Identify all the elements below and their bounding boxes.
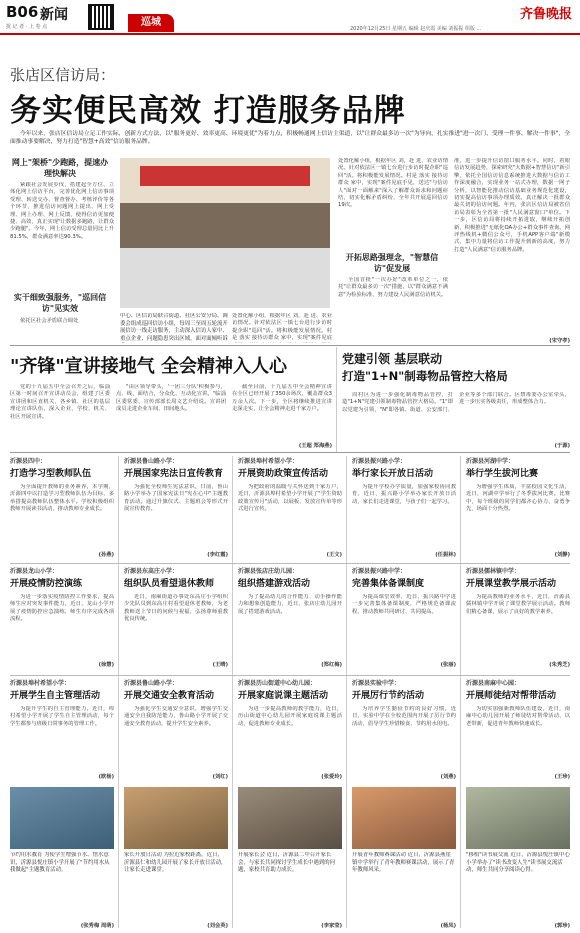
grid-divider (460, 456, 461, 928)
news-item (124, 456, 228, 562)
news-item-body: 为了提高幼儿的合作能力、动手操作能力和想象创造能力，近日，张店庄幼儿园开展了搭建游戏活动。 (238, 594, 342, 615)
header-rule (0, 33, 580, 35)
news-item-body: 为切实加强新教师队伍建设，近日，南麻中心幼儿园开展了师徒结对帮带活动，以老带新，促进青年教师快速成长。 (466, 706, 570, 727)
news-item-title: 开展交通安全教育活动 (124, 691, 215, 701)
news-item-body: 为提高教师的业务水平，近日，沂源县儒林镇中学开展了课堂教学展示活动。教师们精心备课，展示了良好的教学素养。 (466, 594, 570, 615)
news-photo-caption: "移植"读书展交流 近日，沂源县悦庄镇中心小学举办了"读书改变人生"读书展交流活动，师生共同分享阅读心得。 (466, 852, 570, 874)
grid-divider (232, 456, 233, 928)
news-item-title: 开展国家宪法日宣传教育 (124, 469, 224, 479)
news-item-byline: (王晴) (212, 662, 228, 668)
news-photo (352, 787, 456, 849)
news-item-title: 完善集体备课制度 (352, 579, 425, 589)
brand-logo: 齐鲁晚报 (520, 7, 573, 22)
news-item-body: 为进一步提高教师的教学能力，近日，历山街道中心幼儿园开展家庭说课主题活动，促进教师专业成长。 (238, 706, 342, 727)
news-item-body: 为全面提升教师的业务素养，本学期，沂源四中以打造学习型教师队伍为目标，多举措提高教师队伍整体水平。学校积极组织教师开展读书活动，推动教师专业成长。 (10, 484, 114, 513)
news-item-title: 举行家长开放日活动 (352, 469, 434, 479)
news-photo (124, 787, 228, 849)
news-item-source: 沂源县实验中学： (352, 680, 401, 687)
news-item-body: 近日，南麻街道办事处东高庄小学组织少先队员到东高庄村看望退休老教师，为老教师送上节日的问候与祝福，弘扬尊师重教优良传统。 (124, 594, 228, 623)
main-col-3: 处置化解小组，根据年区 刘，赴 进、农业访情况。针对依法区一镇七台进行步访时提企职"巡回"活。将积极能发展情况。村是 落实 接待访群众 家中，实现"案件见底手见，送达"与信访人"面对一面解来"深入了解群众诉求和问题症结，切实化解矛盾纠纷，全年共开展巡回信访19次。 (338, 158, 448, 209)
news-item-title: 开展家庭说课主题活动 (238, 691, 329, 701)
news-item-title: 开展学生自主管理活动 (10, 691, 101, 701)
news-photo-byline: (张秀梅 周萌) (80, 923, 114, 929)
news-photo (466, 787, 570, 849)
news-item-body: 为进一步落实疫情防控工作要求，提高师生应对突发事件能力，近日，龙山小学开展了疫情防控应急演练，师生有序完成各项流程。 (10, 594, 114, 623)
news-item-byline: (王珍) (554, 774, 570, 780)
news-photo (10, 787, 114, 849)
news-item-source: 沂源县龙山小学： (10, 568, 59, 575)
news-photo-byline: (刘会英) (207, 923, 228, 929)
news-photo-caption: 开展家长会 近日，沂源县二中召开家长会，与家长共同探讨学生成长中遇到的问题，家校共育助力成长。 (238, 852, 336, 874)
news-item-body: 为提升学生的自主管理能力，近日，埠村希望小学开展了学生自主管理活动，每个学生都参与班级日常事务的管理工作。 (10, 706, 114, 727)
story3-body: 周村区为进一步强化制毒物品管控，打造"1+N"党建引领制毒物品管控大格局。"1"即以党建为引领，"N"即各镇、街道、公安部门、企业等多个部门联合。区禁毒委办公室牵头，进一步压实各级责任，形成整体合力。 (342, 392, 570, 413)
grid-divider (118, 456, 119, 928)
news-item-byline: (张爱玲) (321, 774, 342, 780)
news-photo-caption: 节约用水教育 为使学生增强节水、惜水意识，沂源县悦庄镇小学开展了"节约用水从我做起"主题教育活动。 (10, 852, 110, 874)
news-item-source: 沂源县南麻中心园： (466, 680, 521, 687)
news-item-source: 沂源县鲁山路小学： (124, 458, 179, 465)
divider-1 (10, 345, 570, 346)
news-item-byline: (刘静) (554, 552, 570, 558)
news-item-source: 沂源县振兴路中学： (352, 568, 407, 575)
news-item (238, 456, 342, 562)
news-item-source: 沂源县河湖中学： (466, 458, 515, 465)
news-item (10, 678, 114, 784)
news-item-source: 沂源县振兴路小学： (352, 458, 407, 465)
news-item-source: 沂源县儒林镇中学： (466, 568, 521, 575)
news-item-byline: (欧杨) (98, 774, 114, 780)
news-item-source: 沂源县埠村希望小学： (238, 458, 299, 465)
news-item (238, 566, 342, 672)
news-item (124, 566, 228, 672)
news-item-byline: (刘燕) (440, 774, 456, 780)
sub2-body: 依托区社会矛盾联合调处 (20, 318, 79, 324)
news-item-title: 开展疫情防控演练 (10, 579, 83, 589)
news-item (466, 456, 570, 562)
story2-col1: 党的十九届五中全会召开之后，临淄区第一时间召开宣讲动员会，组建了区委宣讲团和区直机关、各乡镇、社区的基层理论宣讲队伍，深入企业、学校、机关、社区开展宣讲。 (10, 384, 110, 420)
news-item-byline: (朱秀芝) (549, 662, 570, 668)
news-item-title: 开展厉行节约活动 (352, 691, 425, 701)
story2-headline: "齐锋"宣讲接地气 全会精神入人心 (10, 356, 288, 377)
news-item-body: 为强化学生交通安全意识，增强学生交通安全自我防范能力，鲁山路小学开展了交通安全教育活动，提升学生安全素养。 (124, 706, 228, 727)
news-item (352, 566, 456, 672)
news-item-body: 为把政府的温暖与关怀送到千家万户，近日，沂源县埠村希望小学开展了"学生资助政策宣传月"活动，以展板、发放宣传单等形式进行宣传。 (238, 484, 342, 513)
news-item-body: 为提升学校办学质量，加强家校协同教育，近日，振兴路小学举办家长开放日活动，家长们走进课堂，与孩子们一起学习。 (352, 484, 456, 505)
news-item (10, 456, 114, 562)
news-photo-byline: (郭珍) (554, 923, 570, 929)
sub3-title: 开拓思路强理念，"智慧信访"促发展 (345, 253, 439, 273)
news-item (466, 678, 570, 784)
news-item-title: 组织队员看望退休教师 (124, 579, 215, 589)
news-item-byline: (郑红梅) (321, 662, 342, 668)
news-item-title: 组织搭建游戏活动 (238, 579, 311, 589)
news-item (124, 678, 228, 784)
news-item-body: 为提高课堂效率，近日，振兴路中学进一步完善集体备课制度，严格规范备课流程，推动教师共同研讨、共同提高。 (352, 594, 456, 615)
news-item-title: 开展师徒结对帮带活动 (466, 691, 557, 701)
news-photo-caption: 开展青年教师赛课活动 近日，沂源县燕崖镇中学举行了青年教师赛课活动，展示了青年教师风采。 (352, 852, 455, 874)
news-item-source: 沂源县鲁山路小学： (124, 680, 179, 687)
news-item-byline: (李红霞) (207, 552, 228, 558)
news-item-title: 开展课堂教学展示活动 (466, 579, 557, 589)
news-item-body: 为培养学生勤俭节约的良好习惯，近日，实验中学在全校范围内开展了厉行节约活动，倡导学生珍惜粮食、节约用水用电。 (352, 706, 456, 727)
story2-byline: (王超 郑海燕) (298, 443, 332, 449)
news-item-byline: (任振林) (435, 552, 456, 558)
news-photo-byline: (杨凤) (440, 923, 456, 929)
news-item-source: 沂源县东高庄小学： (124, 568, 179, 575)
news-photo-byline: (李家莹) (321, 923, 342, 929)
story3-byline: (于源) (554, 443, 570, 449)
grid-divider (346, 456, 347, 928)
news-item-byline: (刘红) (212, 774, 228, 780)
story3-headline2: 打造"1+N"制毒物品管控大格局 (342, 369, 508, 383)
sub3-body: 全国首批"一次办好"改革单位之一，依托"让群众最多访一次"措施，以"群众满意不满意"为检验标准，努力建设人民满意信访机关。 (338, 277, 448, 298)
main-headline: 务实便民高效 打造服务品牌 (10, 93, 406, 129)
main-lead: 今年以来，张店区信访局立足工作实际，创新方式方法，以"服务更好、效率更高、环境更优"为着力点，积极畅通网上信访主渠道，以"让群众最多访一次"为导向，扎实推进"进一次门、受理一件事、解决一件事"，全面推动事要解决，努力打造"智慧+高效"信访服务品牌。 (10, 131, 570, 145)
story3-headline: 党建引领 基层联动 (342, 352, 443, 366)
main-photo (120, 158, 330, 308)
news-item-source: 沂源县埠村希望小学： (10, 680, 71, 687)
news-item (238, 678, 342, 784)
news-item (352, 456, 456, 562)
main-photo-caption: 中心、区信访局联合街道、社区公安分局、调委会组成巡回信访小组，每周三至周五轮流开展信访一线走访服务，主动深入信访人家中、重点企业、问题隐患突出区域，面对面倾听诉 (120, 313, 228, 342)
news-photo (238, 787, 342, 849)
meta-line: 2020年12月25日 星期五 编辑 赵庆霞 美编 刘振振 组版 ... (350, 26, 482, 32)
news-item-title: 开展资助政策宣传活动 (238, 469, 329, 479)
story2-col3: 截至目前，十九届五中全会精神宣讲在全区已经开展了350余场次，覆盖群众3万余人次。下一步，全区将继续推进宣讲走深走实，让全会精神走进千家万户。 (232, 384, 332, 413)
news-item-title: 举行学生拔河比赛 (466, 469, 539, 479)
page-header (0, 0, 580, 40)
news-photo-caption: 家长开放日活动 为拉近家校距离，近日，沂源县仁和幼儿园开展了家长开放日活动，让家长走进课堂。 (124, 852, 227, 874)
news-item (352, 678, 456, 784)
news-item-source: 沂源县历山街道中心幼儿园： (238, 680, 317, 687)
section-tab (128, 14, 174, 32)
main-col-mid: 处置化解小组，根据年区 刘，赴 进、农业访情况。针对依法区一镇七台进行步访时提企职"巡回"活。将积极能发展情况。村是 落实 接待访群众 家中，实现"案件见底 (232, 313, 332, 342)
main-col-right: 准，进一步提升信访窗口服务水平。同时，着眼信访发展趋势，探索研究"大数据+智慧信访"新引擎，依托全国信访信息系统推进大数据与信访工作深度融合，实现业务一站式办理，数据一网子分析，以智能化推动信访基础业务规范化建设，切实提高信访事项办理质效。真正解决一批群众最关切的信访问题。年内，张店区信访局被省信访局表彰为全省第一批"人民满意窗口"单位。下一步，区信访局将持续开拓进取，继续开拓创新，积极推进"无纸化OA办公+群众事件查询、网评热线机+微信公众号，手机APP客户端"新模式，集中力量将信访工作提升到新的高度，努力打造"人民满意"信访服务品牌。 (454, 158, 570, 253)
news-item (466, 566, 570, 672)
news-item-source: 沂源县四中： (10, 458, 47, 465)
news-item-byline: (徐慧) (98, 662, 114, 668)
news-item (10, 566, 114, 672)
grid-row-divider (10, 563, 570, 564)
grid-row-divider (10, 675, 570, 676)
sub2-title: 实干细致强服务，"巡回信访"见实效 (13, 293, 107, 313)
news-item-body: 为强化全校师生宪法意识，日前，鲁山路小学举办了国家宪法日"宪在心中"主题教育活动。通过升旗仪式、主题班会等形式开展宣传教育。 (124, 484, 228, 513)
news-item-title: 打造学习型教师队伍 (10, 469, 92, 479)
news-item-byline: (王文) (326, 552, 342, 558)
main-kicker: 张店区信访局： (10, 66, 116, 84)
section-name: 新闻 (40, 7, 68, 23)
news-item-source: 沂源县张店庄幼儿园： (238, 568, 299, 575)
page-number: B06 (6, 3, 39, 21)
qr-code (88, 4, 114, 30)
divider-v1 (336, 347, 337, 452)
divider-2 (10, 452, 570, 453)
news-item-byline: (张丽) (440, 662, 456, 668)
photo-banner (140, 166, 310, 186)
section-tab-label: 巡城 (141, 17, 161, 28)
story2-col2: "由区领导带头，'一团三分队'积极参与，点、线、面结合，分众化、互动化宣讲。"临淄区委常委、宣传部部长周文艺介绍说。宣讲团成员走进企业车间、田间地头。 (116, 384, 226, 413)
main-byline: (宋守孝) (549, 338, 570, 344)
sub1-title: 网上"架桥"少跑路，提速办理快解决 (11, 158, 109, 178)
news-item-byline: (孙燕) (98, 552, 114, 558)
editor-line: 扰 记 者 · 上 卷 点 (6, 24, 48, 30)
news-item-body: 为增强学生体质，丰富校园文化生活，近日，河湖中学举行了冬季拔河比赛。比赛中，每个班级的同学们都齐心协力、奋勇争先，场面十分热烈。 (466, 484, 570, 513)
sub1-body: 紧跟社会发展步伐，搭建起全方位、立体化网上信访平台，完善优化网上信访事项受理、转送交办、督查督办、考核评价等各个环节，推进信访问题网上提出、网上受理、网上办理、网上反馈，使得信访更加便捷、高效，真正实现"让数据多跑路，让群众少跑腿"。今年，网上信访受理总量同比上升81.5%，群众满意率达90.3%。 (10, 182, 114, 240)
